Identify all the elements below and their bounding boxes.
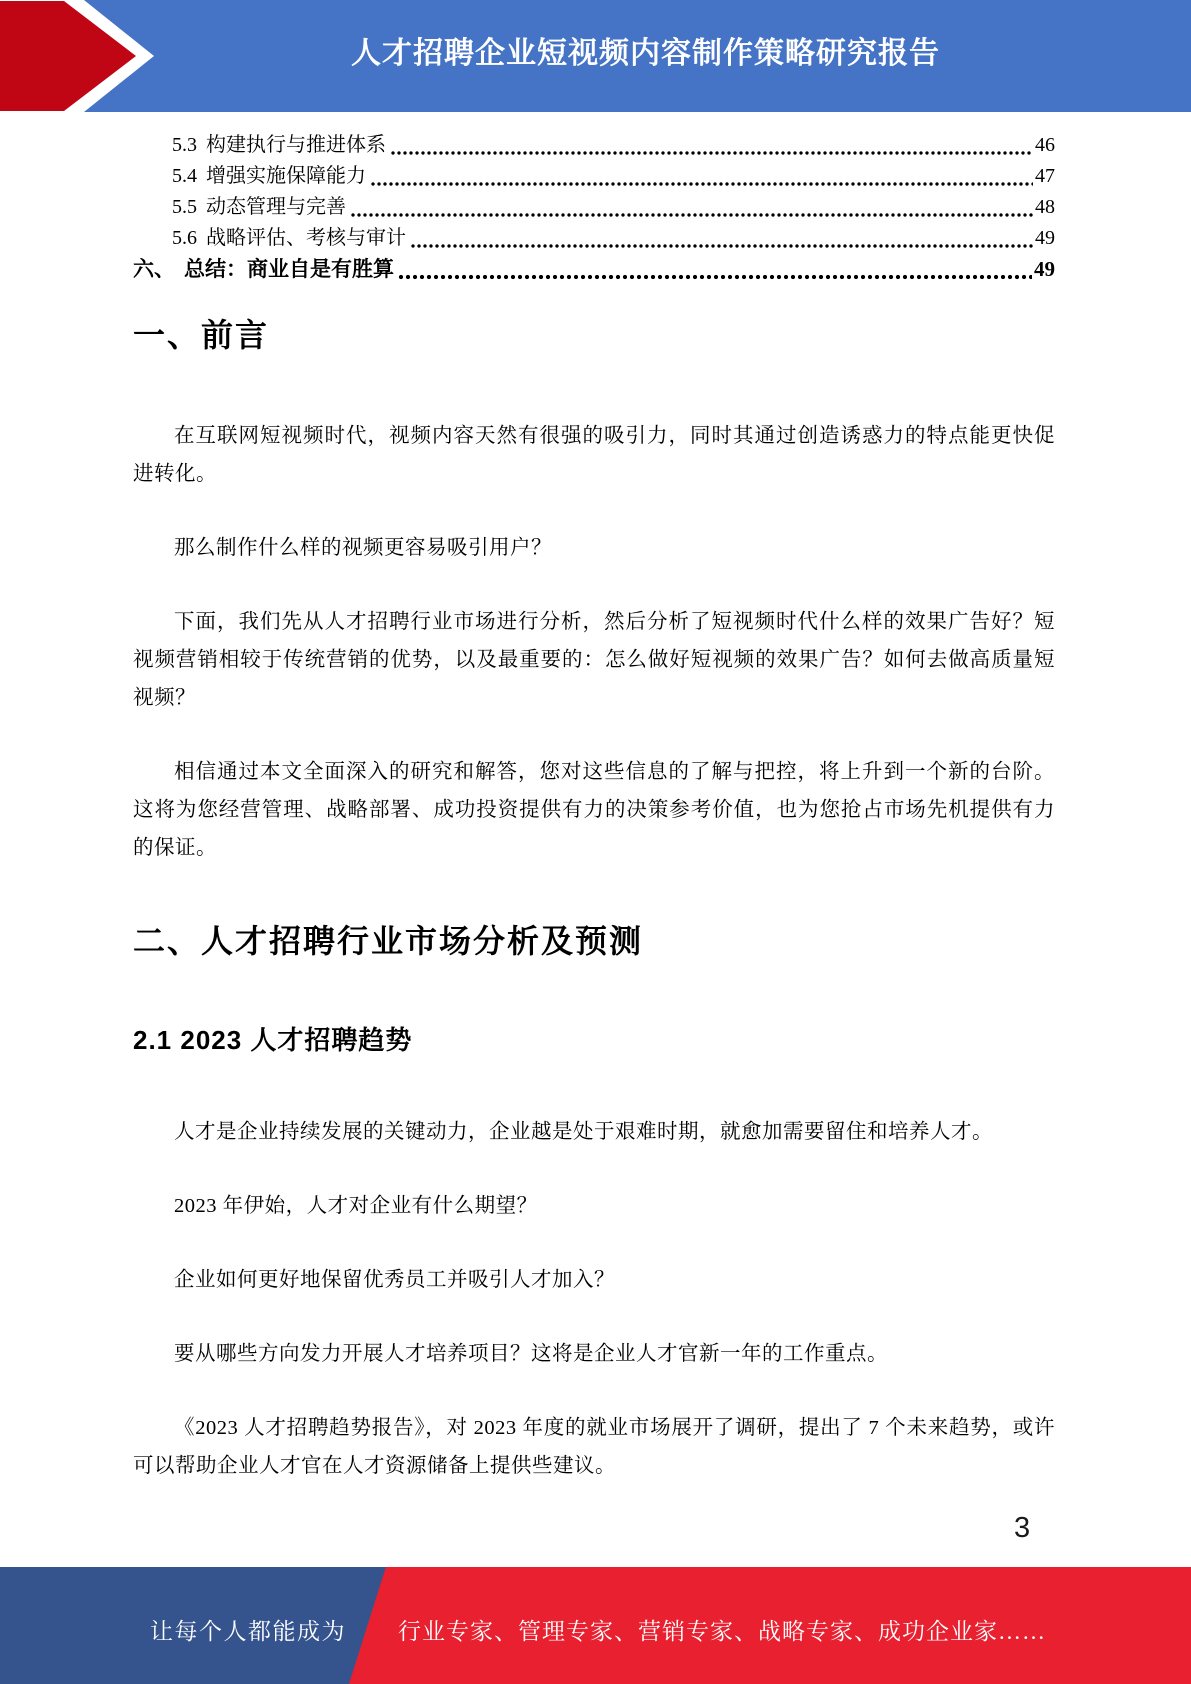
toc-entry-label: 战略评估、考核与审计: [206, 227, 406, 249]
toc-leader-dots: [370, 175, 1033, 187]
toc-entry-number: 5.5: [172, 196, 197, 218]
toc-entry-number: 六、: [133, 257, 175, 281]
toc-entry: [133, 223, 1055, 254]
body-paragraph: 人才是企业持续发展的关键动力，企业越是处于艰难时期，就愈加需要留住和培养人才。: [174, 1121, 993, 1143]
report-title: 人才招聘企业短视频内容制作策略研究报告: [351, 37, 940, 70]
toc-entry: [133, 254, 1055, 285]
toc-leader-dots: [390, 144, 1033, 156]
toc-entry-page: 46: [1035, 134, 1055, 156]
toc-entry-number: 5.6: [172, 227, 197, 249]
page-footer: [0, 1567, 1191, 1684]
body-paragraph: 2023 年伊始，人才对企业有什么期望？: [174, 1195, 538, 1217]
section-heading-market-analysis: 二、人才招聘行业市场分析及预测: [133, 923, 644, 959]
toc-entry-page: 47: [1035, 165, 1055, 187]
body-paragraph: 那么制作什么样的视频更容易吸引用户？: [174, 537, 552, 559]
page-content: [133, 130, 1055, 1521]
table-of-contents: [133, 130, 1055, 285]
toc-entry-label: 总结：商业自是有胜算: [184, 257, 394, 281]
header-arrow-icon: [0, 0, 158, 112]
footer-slogan-left: 让每个人都能成为: [150, 1619, 346, 1644]
footer-slogan-right: 行业专家、管理专家、营销专家、战略专家、成功企业家……: [398, 1619, 1046, 1644]
toc-entry: [133, 130, 1055, 161]
body-paragraph: 相信通过本文全面深入的研究和解答，您对这些信息的了解与把控，将上升到一个新的台阶。这将为您经营管理、战略部署、成功投资提供有力的决策参考价值，也为您抢占市场先机提供有力的保证。: [133, 761, 1055, 859]
toc-entry-label: 动态管理与完善: [206, 196, 346, 218]
toc-leader-dots: [350, 206, 1033, 218]
toc-entry-number: 5.4: [172, 165, 197, 187]
toc-entry-page: 49: [1035, 227, 1055, 249]
toc-entry: [133, 161, 1055, 192]
toc-entry-number: 5.3: [172, 134, 197, 156]
report-header: [0, 0, 1191, 112]
toc-entry-page: 49: [1034, 257, 1055, 281]
toc-entry-label: 增强实施保障能力: [206, 165, 366, 187]
body-paragraph: 在互联网短视频时代，视频内容天然有很强的吸引力，同时其通过创造诱惑力的特点能更快促进转化。: [133, 425, 1055, 485]
toc-leader-dots: [398, 268, 1032, 280]
body-paragraph: 《2023 人才招聘趋势报告》，对 2023 年度的就业市场展开了调研，提出了 7 个未来趋势，或许可以帮助企业人才官在人才资源储备上提供些建议。: [133, 1417, 1055, 1477]
toc-entry-label: 构建执行与推进体系: [206, 134, 386, 156]
body-paragraph: 下面，我们先从人才招聘行业市场进行分析，然后分析了短视频时代什么样的效果广告好？短视频营销相较于传统营销的优势，以及最重要的：怎么做好短视频的效果广告？如何去做高质量短视频？: [133, 611, 1055, 709]
body-paragraph: 企业如何更好地保留优秀员工并吸引人才加入？: [174, 1269, 615, 1291]
toc-entry: [133, 192, 1055, 223]
toc-entry-page: 48: [1035, 196, 1055, 218]
section-heading-foreword: 一、前言: [133, 317, 270, 353]
subsection-heading-2-1: 2.1 2023 人才招聘趋势: [133, 1025, 413, 1055]
page-number: 3: [1014, 1512, 1031, 1544]
body-paragraph: 要从哪些方向发力开展人才培养项目？这将是企业人才官新一年的工作重点。: [174, 1343, 888, 1365]
toc-leader-dots: [410, 237, 1033, 249]
